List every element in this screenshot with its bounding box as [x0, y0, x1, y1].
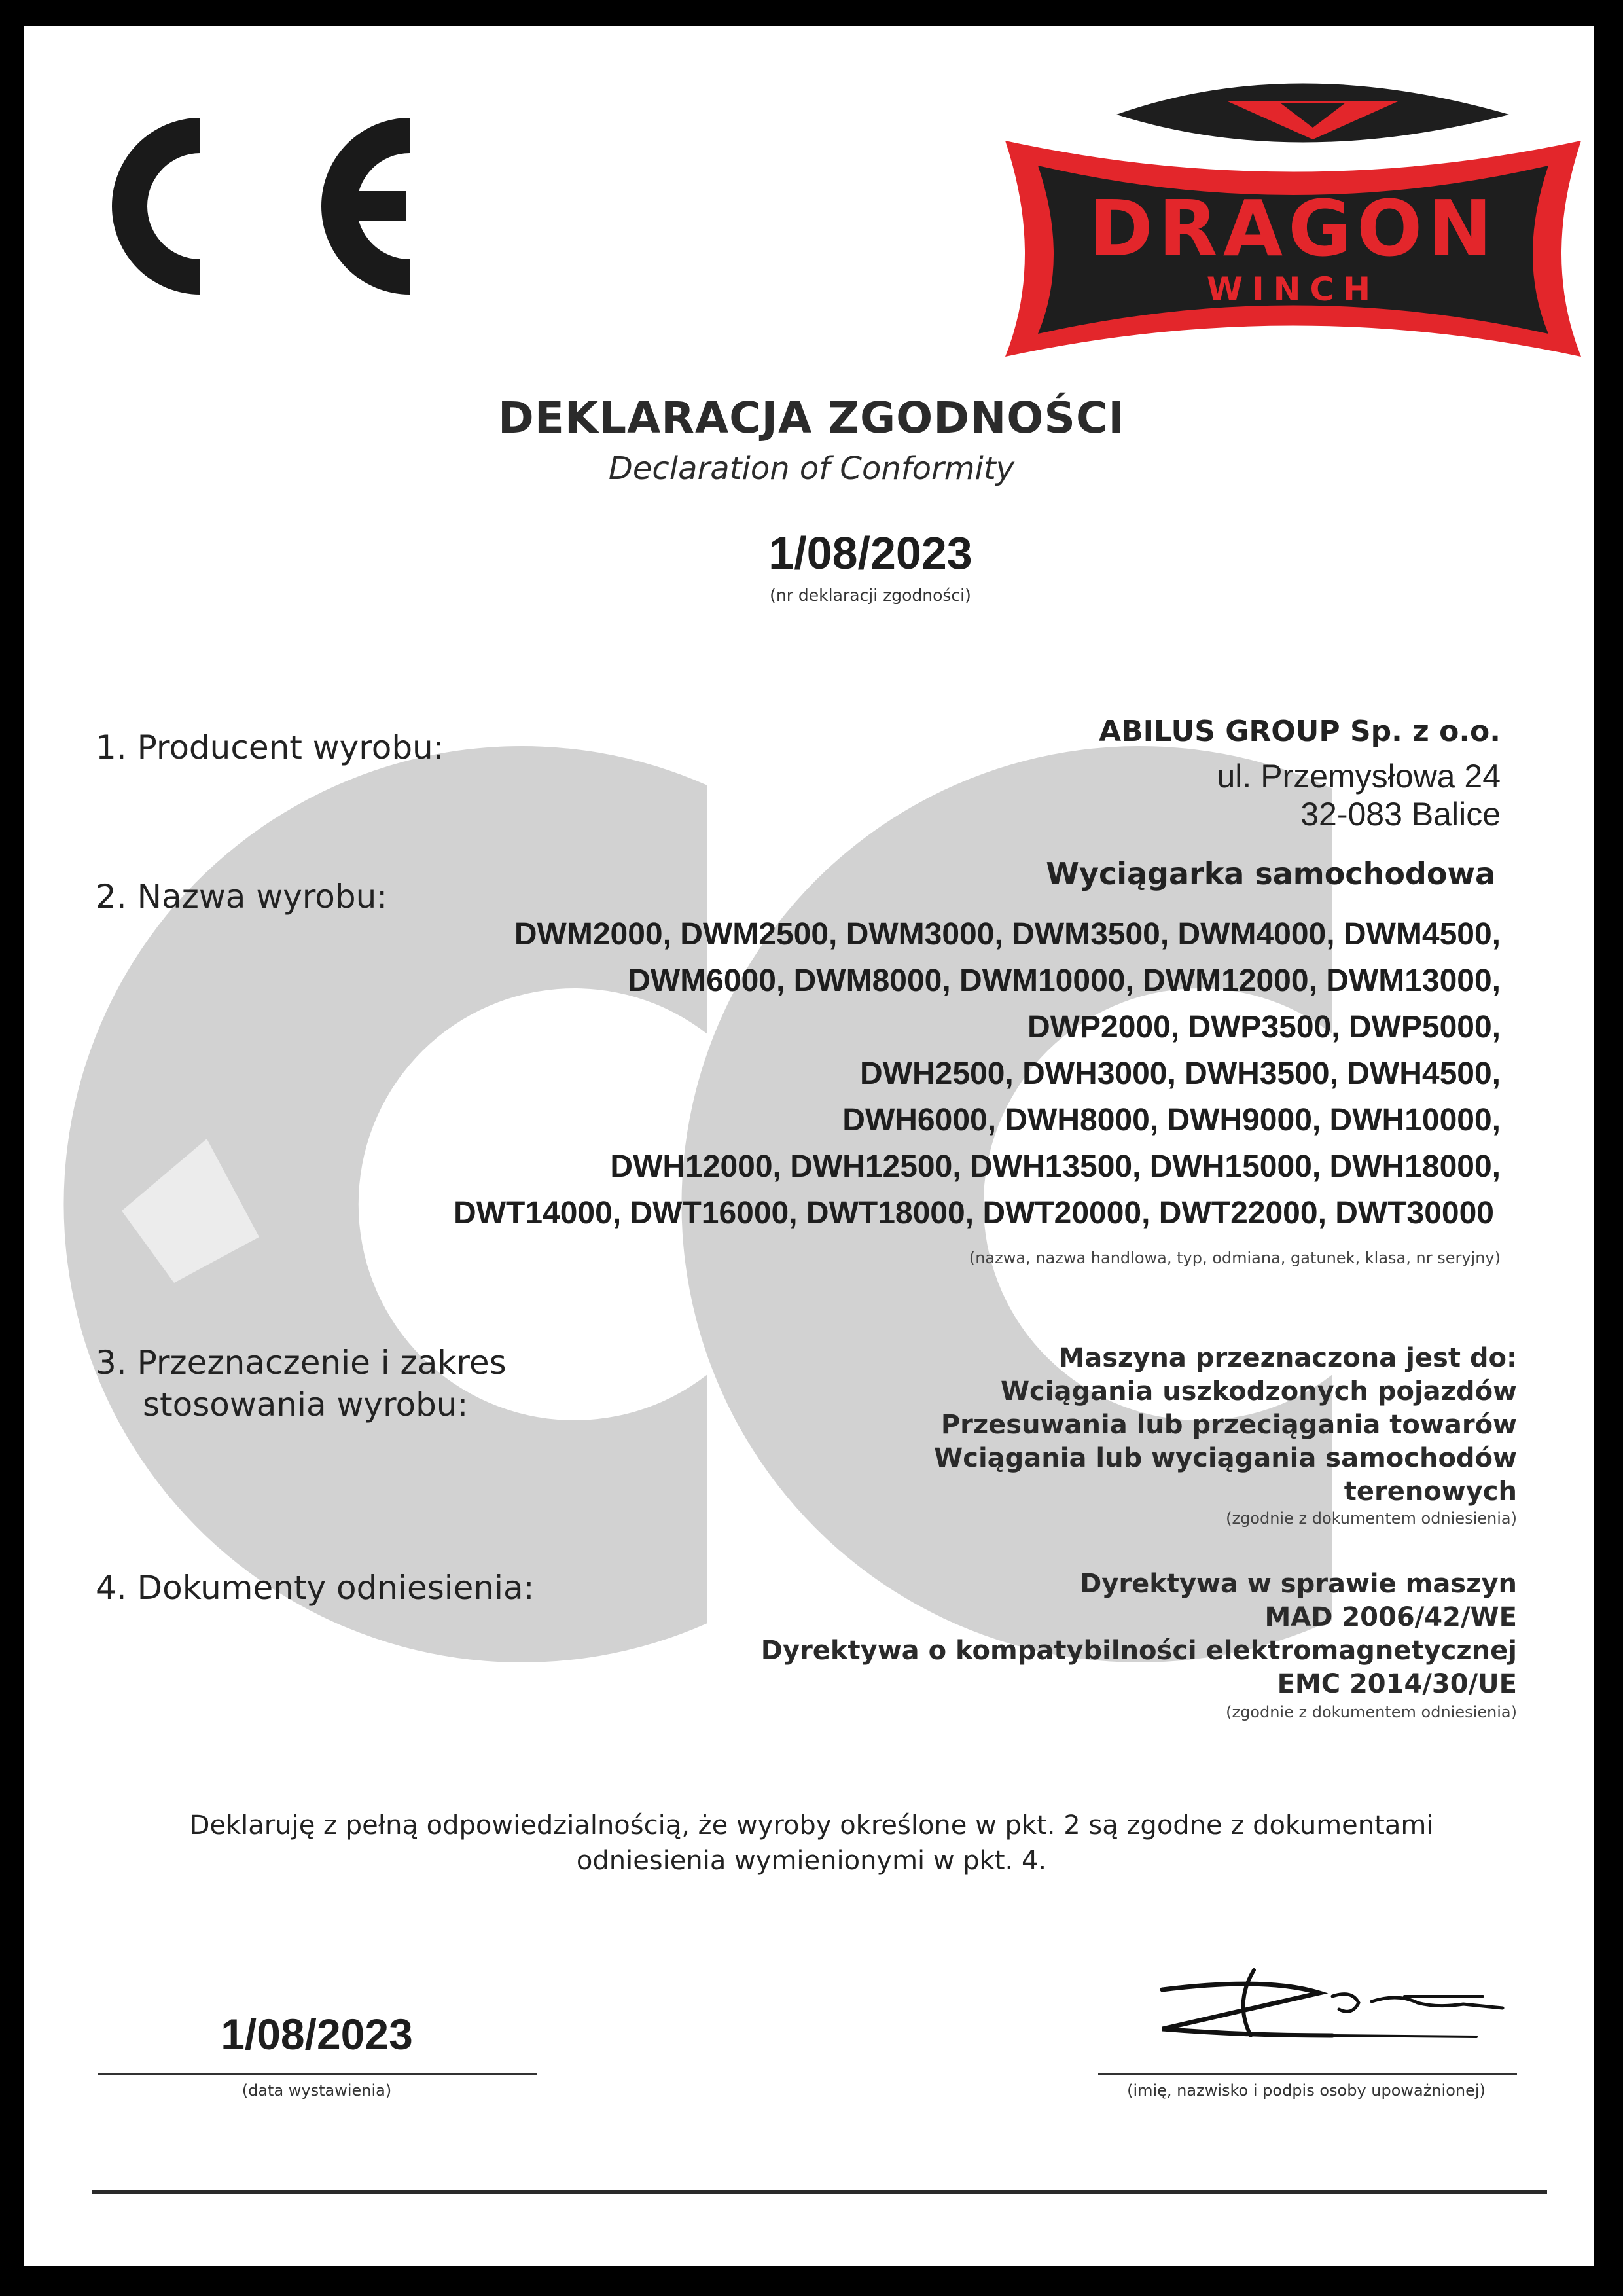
product-caption: (nazwa, nazwa handlowa, typ, odmiana, gatunek, klasa, nr seryjny) — [969, 1249, 1501, 1267]
issue-date: 1/08/2023 — [221, 2010, 413, 2058]
purpose-label-line2: stosowania wyrobu: — [143, 1386, 469, 1424]
model-line: DWT14000, DWT16000, DWT18000, DWT20000, DWT22000, DWT30000 — [454, 1196, 1494, 1230]
producer-city: 32-083 Balice — [1300, 796, 1501, 833]
model-line: DWH2500, DWH3000, DWH3500, DWH4500, — [859, 1056, 1501, 1091]
brand-name: DRAGON — [1088, 183, 1498, 274]
purpose-line: terenowych — [1344, 1477, 1517, 1507]
declaration-line: odniesienia wymienionymi w pkt. 4. — [576, 1846, 1047, 1876]
producer-label: 1. Producent wyrobu: — [96, 728, 444, 766]
page-subtitle: Declaration of Conformity — [608, 450, 1015, 487]
document-line: Dyrektywa w sprawie maszyn — [1080, 1569, 1517, 1599]
purpose-line: Maszyna przeznaczona jest do: — [1058, 1343, 1517, 1373]
product-models — [454, 911, 1501, 1236]
purpose-lines — [934, 1342, 1517, 1509]
declaration-statement — [24, 1808, 1594, 1878]
product-label: 2. Nazwa wyrobu: — [96, 878, 388, 916]
declaration-line: Deklaruję z pełną odpowiedzialnością, że wyroby określone w pkt. 2 są zgodne z dokumentami — [189, 1810, 1434, 1840]
declaration-number-caption: (nr deklaracji zgodności) — [770, 586, 971, 605]
purpose-label — [96, 1342, 507, 1426]
declaration-number: 1/08/2023 — [768, 528, 972, 579]
document-line: MAD 2006/42/WE — [1264, 1602, 1517, 1632]
producer-company: ABILUS GROUP Sp. z o.o. — [1099, 715, 1501, 748]
signature-caption: (imię, nazwisko i podpis osoby upoważnionej) — [1127, 2081, 1486, 2100]
page-title: DEKLARACJA ZGODNOŚCI — [498, 393, 1125, 443]
purpose-line: Wciągania uszkodzonych pojazdów — [1000, 1376, 1517, 1407]
model-line: DWM6000, DWM8000, DWM10000, DWM12000, DWM13000, — [628, 963, 1501, 998]
dragon-winch-logo — [992, 62, 1594, 370]
bottom-rule — [92, 2190, 1547, 2194]
declaration-page — [24, 26, 1594, 2266]
purpose-line: Przesuwania lub przeciągania towarów — [940, 1410, 1517, 1440]
ce-logo — [102, 92, 442, 314]
model-line: DWP2000, DWP3500, DWP5000, — [1027, 1010, 1501, 1045]
issue-date-caption: (data wystawienia) — [241, 2081, 392, 2100]
producer-street: ul. Przemysłowa 24 — [1217, 758, 1501, 795]
documents-label: 4. Dokumenty odniesienia: — [96, 1569, 535, 1607]
product-name: Wyciągarka samochodowa — [1046, 856, 1495, 891]
model-line: DWH6000, DWH8000, DWH9000, DWH10000, — [842, 1103, 1501, 1138]
date-underline — [98, 2073, 537, 2075]
signature — [1136, 1931, 1516, 2068]
purpose-line: Wciągania lub wyciągania samochodów — [934, 1443, 1517, 1473]
purpose-label-line1: 3. Przeznaczenie i zakres — [96, 1344, 507, 1382]
model-line: DWM2000, DWM2500, DWM3000, DWM3500, DWM4000, DWM4500, — [514, 917, 1501, 952]
document-line: Dyrektywa o kompatybilności elektromagnetycznej — [760, 1636, 1517, 1666]
documents-caption: (zgodnie z dokumentem odniesienia) — [1226, 1703, 1517, 1721]
signature-underline — [1098, 2073, 1517, 2075]
model-line: DWH12000, DWH12500, DWH13500, DWH15000, DWH18000, — [610, 1149, 1501, 1184]
documents-lines — [761, 1568, 1517, 1701]
purpose-caption: (zgodnie z dokumentem odniesienia) — [1226, 1509, 1517, 1528]
brand-subname: WINCH — [1206, 270, 1380, 308]
document-line: EMC 2014/30/UE — [1277, 1669, 1517, 1699]
